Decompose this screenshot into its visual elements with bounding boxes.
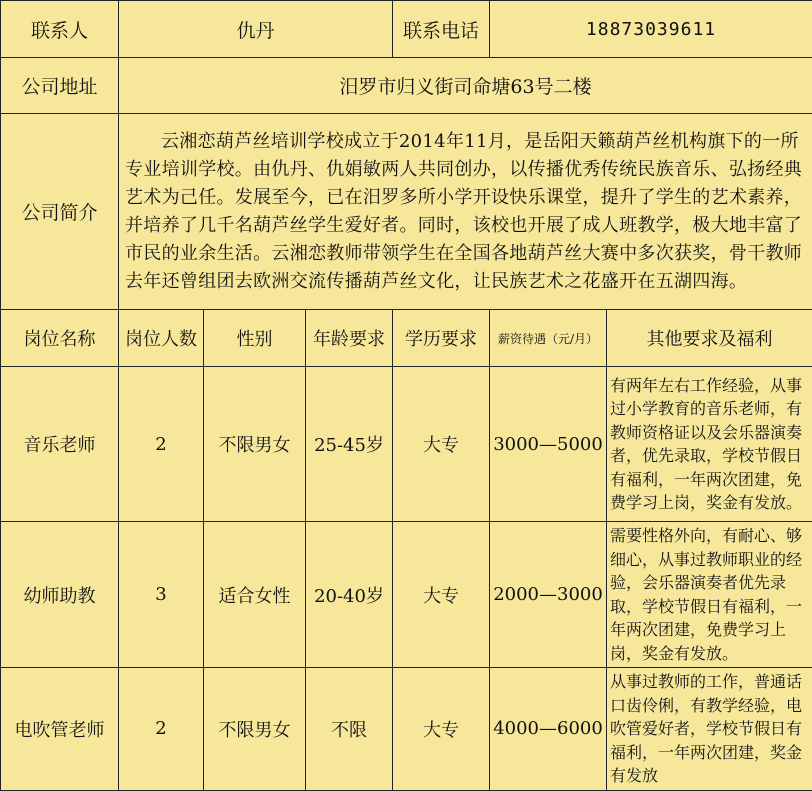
job-education: 大专: [393, 668, 490, 791]
header-salary: 薪资待遇（元/月）: [490, 310, 607, 367]
job-other: 从事过教师的工作，普通话口齿伶俐，有教学经验，电吹管爱好者，学校节假日有福利，一年两次团建，奖金有发放: [607, 668, 812, 791]
job-gender: 不限男女: [204, 668, 306, 791]
job-count: 2: [119, 367, 204, 522]
job-gender: 适合女性: [204, 522, 306, 668]
table-row: [1, 668, 812, 791]
header-education: 学历要求: [393, 310, 490, 367]
header-age: 年龄要求: [306, 310, 393, 367]
table-row: [1, 522, 812, 668]
table-row: [1, 367, 812, 522]
header-other: 其他要求及福利: [607, 310, 812, 367]
job-age: 20-40岁: [306, 522, 393, 668]
contact-label: 联系人: [1, 1, 119, 58]
job-other: 有两年左右工作经验，从事过小学教育的音乐老师，有教师资格证以及会乐器演奏者，优先录取，学校节假日有福利，一年两次团建，免费学习上岗，奖金有发放。: [607, 367, 812, 522]
job-count: 2: [119, 668, 204, 791]
header-gender: 性别: [204, 310, 306, 367]
intro-label: 公司简介: [1, 114, 119, 310]
job-position: 音乐老师: [1, 367, 119, 522]
phone-number: 18873039611: [490, 1, 812, 58]
header-position: 岗位名称: [1, 310, 119, 367]
job-position: 幼师助教: [1, 522, 119, 668]
job-education: 大专: [393, 522, 490, 668]
contact-name: 仇丹: [119, 1, 393, 58]
intro-row: [1, 114, 812, 310]
job-education: 大专: [393, 367, 490, 522]
job-count: 3: [119, 522, 204, 668]
header-count: 岗位人数: [119, 310, 204, 367]
job-age: 不限: [306, 668, 393, 791]
intro-text: 云湘恋葫芦丝培训学校成立于2014年11月，是岳阳天籁葫芦丝机构旗下的一所专业培训学校。由仇丹、仇娟敏两人共同创办，以传播优秀传统民族音乐、弘扬经典艺术为己任。发展至今，已在汨罗多所小学开设快乐课堂，提升了学生的艺术素养，并培养了几千名葫芦丝学生爱好者。同时，该校也开展了成人班教学，极大地丰富了市民的业余生活。云湘恋教师带领学生在全国各地葫芦丝大赛中多次获奖，骨干教师去年还曾组团去欧洲交流传播葫芦丝文化，让民族艺术之花盛开在五湖四海。: [119, 114, 812, 310]
address-value: 汨罗市归义街司命塘63号二楼: [119, 58, 812, 114]
job-position: 电吹管老师: [1, 668, 119, 791]
address-label: 公司地址: [1, 58, 119, 114]
job-salary: 4000—6000: [490, 668, 607, 791]
job-gender: 不限男女: [204, 367, 306, 522]
job-salary: 2000—3000: [490, 522, 607, 668]
job-other: 需要性格外向，有耐心、够细心，从事过教师职业的经验，会乐器演奏者优先录取，学校节假日有福利，一年两次团建，免费学习上岗，奖金有发放。: [607, 522, 812, 668]
job-salary: 3000—5000: [490, 367, 607, 522]
job-age: 25-45岁: [306, 367, 393, 522]
contact-row: [1, 1, 812, 58]
phone-label: 联系电话: [393, 1, 490, 58]
header-row: [1, 310, 812, 367]
address-row: [1, 58, 812, 114]
